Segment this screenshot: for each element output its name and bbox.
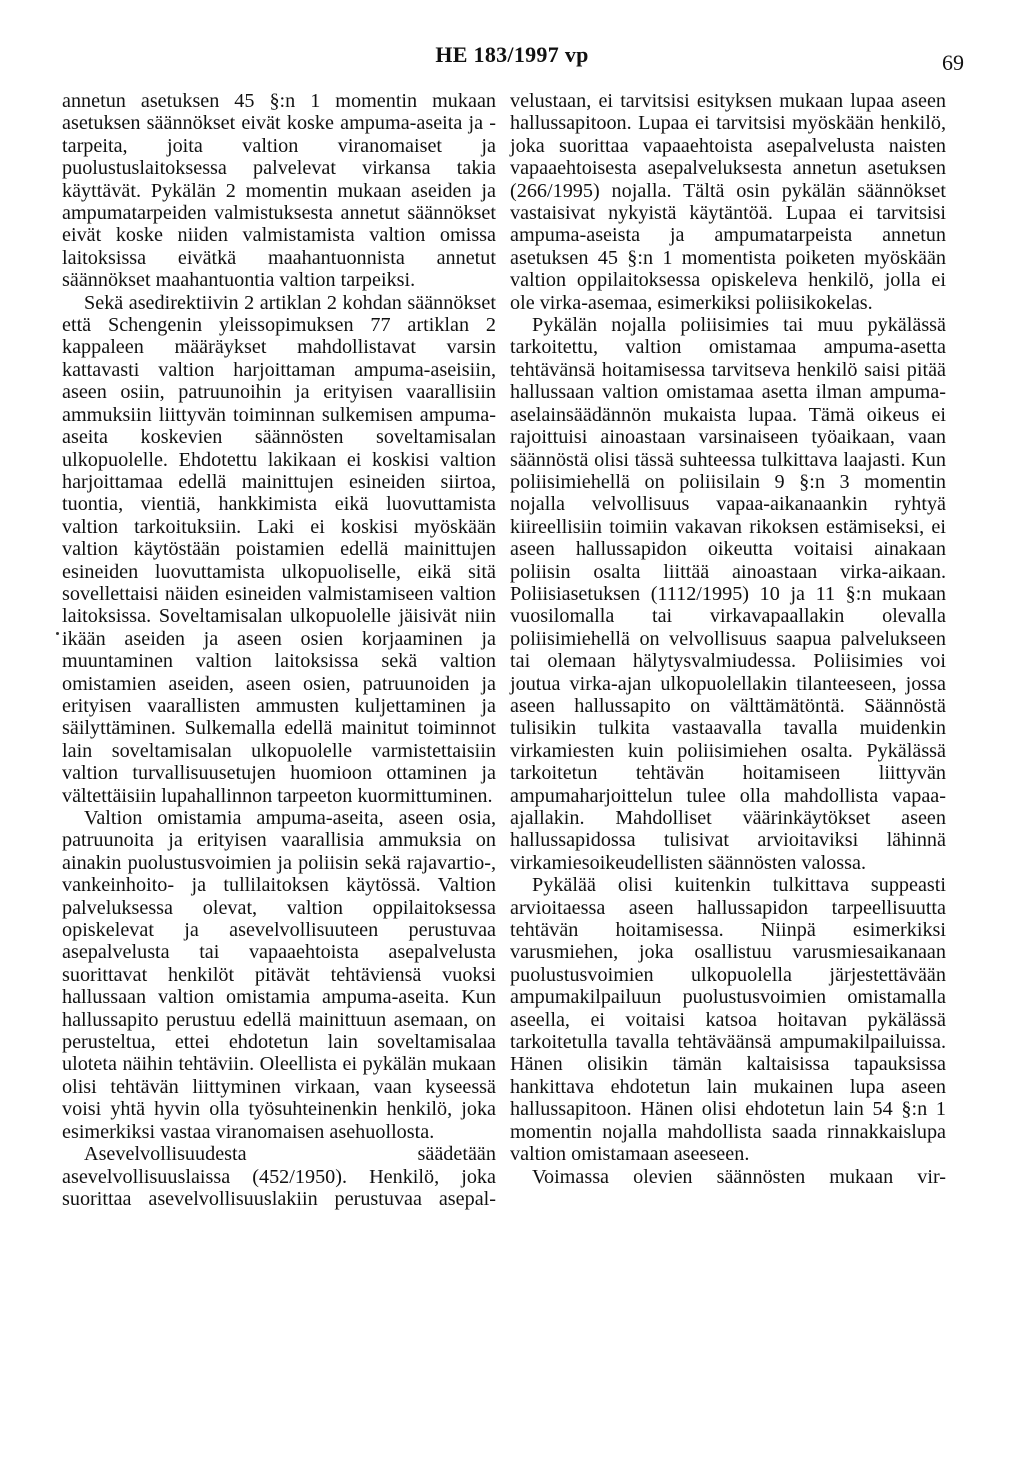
running-title: HE 183/1997 vp [435, 42, 589, 67]
left-column [62, 90, 496, 1210]
paragraph: Sekä asedirektiivin 2 artiklan 2 kohdan säännökset että Schengenin yleissopimuksen 77 artiklan 2 kappaleen määräykset mahdollistavat varsin kattavasti valtion harjoittaman ampuma-aseisiin, aseen osiin, patruunoihin ja erityisen vaarallisiin ammuksiin liittyvän toiminnan sulkemisen ampuma-aseita koskevien säännösten soveltamisalan ulkopuolelle. Ehdotettu lakikaan ei koskisi valtion harjoittamaa edellä mainittujen esineiden siirtoa, tuontia, vientiä, hankkimista eikä luovuttamista valtion tarkoituksiin. Laki ei koskisi myöskään valtion käytöstään poistamien edellä mainittujen esineiden luovuttamista ulkopuoliselle, eikä sitä sovellettaisi näiden esineiden valmistamiseen valtion laitoksissa. Soveltamisalan ulkopuolelle jäisivät niin ikään aseiden ja aseen osien korjaaminen ja muuntaminen valtion laitoksissa sekä valtion omistamien aseiden, aseen osien, patruunoiden ja erityisen vaarallisten ammusten kuljettaminen ja säilyttäminen. Sulkemalla edellä mainitut toiminnot lain soveltamisalan ulkopuolelle varmistettaisiin valtion turvallisuusetujen huomioon ottaminen ja vältettäisiin lupahallinnon tarpeeton kuormittuminen. [62, 291, 496, 807]
paragraph: annetun asetuksen 45 §:n 1 momentin mukaan asetuksen säännökset eivät koske ampuma-aseita ja -tarpeita, joita valtion viranomaiset ja puolustuslaitoksessa palvelevat virkansa takia käyttävät. Pykälän 2 momentin mukaan aseiden ja ampumatarpeiden valmistuksesta annetut säännökset eivät koske niiden valmistamista valtion omissa laitoksissa eivätkä maahantuonnista annetut säännökset maahantuontia valtion tarpeiksi. [62, 90, 496, 292]
paragraph: velustaan, ei tarvitsisi esityksen mukaan lupaa aseen hallussapitoon. Lupaa ei tarvitsisi myöskään henkilö, joka suorittaa vapaaehtoista asepalvelusta naisten vapaaehtoisesta asepalveluksesta annetun asetuksen (266/1995) nojalla. Tältä osin pykälän säännökset vastaisivat nykyistä käytäntöä. Lupaa ei tarvitsisi ampuma-aseista ja ampumatarpeista annetun asetuksen 45 §:n 1 momentista poiketen myöskään valtion oppilaitoksessa opiskeleva henkilö, jolla ei ole virka-asemaa, esimerkiksi poliisikokelas. [510, 90, 946, 314]
right-column [510, 90, 946, 1188]
paragraph: Pykälää olisi kuitenkin tulkittava suppeasti arvioitaessa aseen hallussapidon tarpeellisuutta tehtävän hoitamisessa. Niinpä esimerkiksi varusmiehen, joka osallistuu varusmiesaikanaan puolustusvoimien ulkopuolella järjestettävään ampumakilpailuun puolustusvoimien omistamalla aseella, ei voitaisi katsoa hoitavan pykälässä tarkoitetulla tavalla tehtäväänsä ampumakilpailuissa. Hänen olisikin tämän kaltaisissa tapauksissa hankittava ehdotetun lain mukainen lupa aseen hallussapitoon. Hänen olisi ehdotetun lain 54 §:n 1 momentin nojalla mahdollista saada rinnakkaislupa valtion omistamaan aseeseen. [510, 874, 946, 1166]
paragraph: Valtion omistamia ampuma-aseita, aseen osia, patruunoita ja erityisen vaarallisia ammuksia on ainakin puolustusvoimien ja poliisin sekä rajavartio-, vankeinhoito- ja tullilaitoksen käytössä. Valtion palveluksessa olevat, valtion oppilaitoksessa opiskelevat ja asevelvollisuuteen perustuvaa asepalvelusta tai vapaaehtoista asepalvelusta suorittavat henkilöt pitävät tehtäviensä vuoksi hallussaan valtion omistamia ampuma-aseita. Kun hallussapito perustuu edellä mainittuun asemaan, on perusteltua, ettei ehdotetun lain soveltamisalaa uloteta näihin tehtäviin. Oleellista ei pykälän mukaan olisi tehtävän liittyminen virkaan, vaan kyseessä voisi yhtä hyvin olla työsuhteinenkin henkilö, joka esimerkiksi vastaa viranomaisen asehuollosta. [62, 807, 496, 1143]
page-header [0, 42, 1024, 82]
paragraph: Pykälän nojalla poliisimies tai muu pykälässä tarkoitettu, valtion omistamaa ampuma-asetta tehtävänsä hoitamisessa tarvitseva henkilö saisi pitää hallussaan valtion omistamaa asetta ilman ampuma-aselainsäädännön mukaista lupaa. Tämä oikeus ei rajoittuisi ainoastaan varsinaiseen työaikaan, vaan säännöstä olisi tässä suhteessa tulkittava laajasti. Kun poliisimiehellä on poliisilain 9 §:n 3 momentin nojalla velvollisuus vapaa-aikanaankin ryhtyä kiireellisiin toimiin vakavan rikoksen estämiseksi, ei aseen hallussapidon oikeutta voitaisi ainakaan poliisin osalta liittää ainoastaan virka-aikaan. Poliisiasetuksen (1112/1995) 10 ja 11 §:n mukaan vuosilomalla tai virkavapaallakin olevalla poliisimiehellä on velvollisuus saapua palvelukseen tai olemaan hälytysvalmiudessa. Poliisimies voi joutua virka-ajan ulkopuolellakin tilanteeseen, jossa aseen hallussapito on välttämätöntä. Säännöstä tulisikin tulkita vastaavalla tavalla muidenkin virkamiesten kuin poliisimiehen osalta. Pykälässä tarkoitetun tehtävän hoitamiseen liittyvän ampumaharjoittelun tulee olla mahdollista vapaa-ajallakin. Mahdolliset väärinkäytökset aseen hallussapidossa tulisivat arvioitaviksi lähinnä virkamiesoikeudellisten säännösten valossa. [510, 314, 946, 874]
page-number: 69 [942, 50, 964, 75]
paragraph: Voimassa olevien säännösten mukaan vir- [532, 1165, 946, 1188]
paragraph: Asevelvollisuudesta säädetään asevelvollisuuslaissa (452/1950). Henkilö, joka suorittaa asevelvollisuuslakiin perustuvaa asepal- [62, 1143, 496, 1210]
stray-mark [56, 632, 59, 635]
